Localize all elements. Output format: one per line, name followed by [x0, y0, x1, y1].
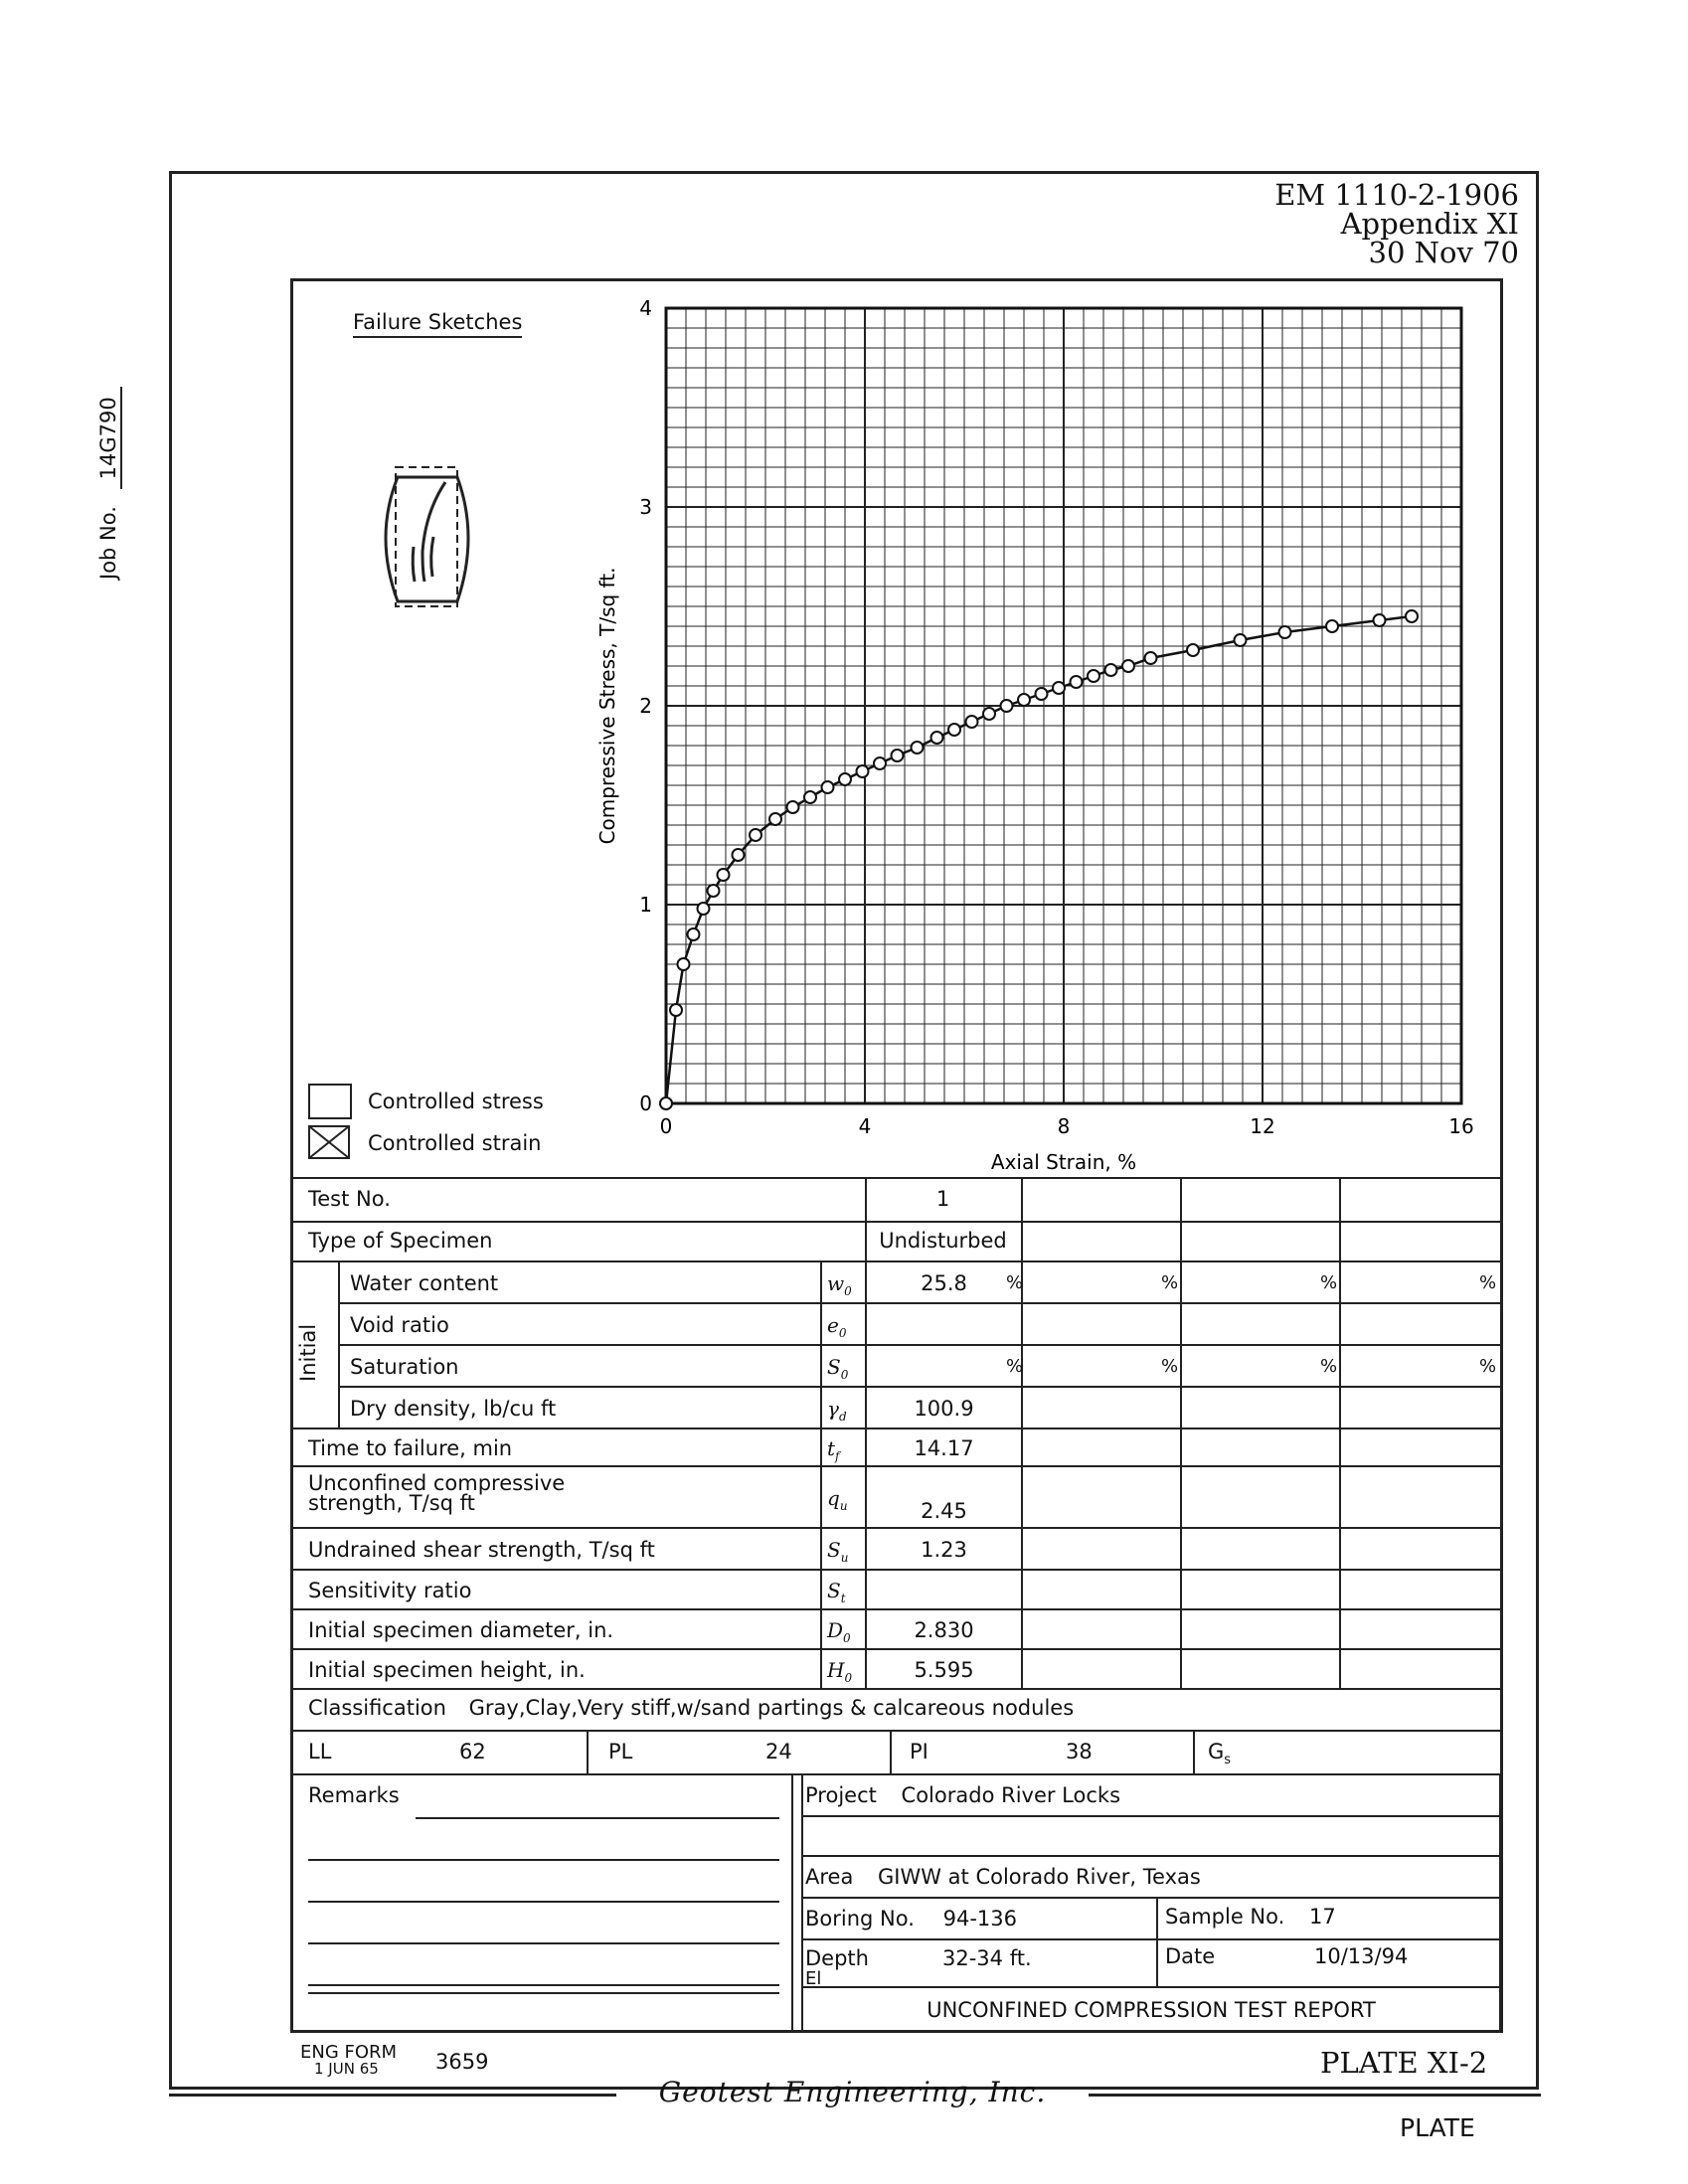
data-point: [660, 1097, 672, 1109]
footer-rule-right: [1089, 2094, 1541, 2097]
y-tick-label: 3: [639, 495, 652, 519]
pl-value: 24: [765, 1740, 792, 1764]
classification-label: Classification: [308, 1696, 446, 1720]
row-symbol: $H_0$: [827, 1658, 853, 1685]
data-point: [874, 757, 886, 769]
percent-unit: %: [1006, 1356, 1024, 1377]
row-label: Initial specimen diameter, in.: [308, 1618, 614, 1642]
pi-label: PI: [910, 1740, 928, 1764]
row-label: Undrained shear strength, T/sq ft: [308, 1538, 655, 1562]
row-symbol: $q_u$: [827, 1486, 848, 1513]
depth-value: 32-34 ft.: [942, 1946, 1032, 1970]
row-symbol: $\gamma_d$: [827, 1397, 847, 1424]
date-value: 10/13/94: [1314, 1944, 1409, 1968]
row-label: Time to failure, min: [308, 1436, 513, 1460]
data-point: [1145, 652, 1157, 664]
y-tick-label: 0: [639, 1092, 652, 1115]
data-point: [857, 765, 869, 777]
row-label: Water content: [350, 1271, 499, 1295]
row-label: strength, T/sq ft: [308, 1491, 475, 1515]
percent-unit: %: [1479, 1356, 1497, 1377]
y-tick-label: 2: [639, 694, 652, 718]
footer-rule-left: [169, 2094, 616, 2097]
area-label: Area: [805, 1865, 854, 1889]
data-point: [708, 885, 720, 897]
percent-unit: %: [1161, 1356, 1179, 1377]
y-tick-label: 4: [639, 296, 652, 320]
classification-value: Gray,Clay,Very stiff,w/sand partings & calcareous nodules: [468, 1696, 1075, 1720]
specimen-type-value: Undisturbed: [879, 1229, 1007, 1253]
row-symbol: $S_t$: [827, 1579, 846, 1605]
checkbox-controlled-strain-checked: [308, 1125, 352, 1161]
job-number-block: [89, 249, 129, 580]
data-point: [1105, 664, 1117, 676]
specimen-type-label: Type of Specimen: [308, 1229, 493, 1253]
sample-row: [1165, 1905, 1336, 1929]
percent-unit: %: [1320, 1272, 1338, 1293]
pi-value: 38: [1066, 1740, 1093, 1764]
data-point: [912, 742, 924, 754]
row-label: Saturation: [350, 1355, 459, 1379]
header-line2: Appendix XI: [1340, 207, 1519, 241]
data-point: [718, 869, 730, 881]
test-no-value: 1: [935, 1187, 950, 1211]
row-value: 5.595: [914, 1658, 974, 1682]
sample-label: Sample No.: [1165, 1905, 1285, 1929]
report-title: UNCONFINED COMPRESSION TEST REPORT: [927, 1998, 1376, 2022]
row-value: 2.45: [921, 1499, 967, 1523]
data-point: [804, 791, 816, 803]
controlled-stress-label: Controlled stress: [368, 1090, 544, 1113]
data-point: [983, 708, 995, 720]
checkbox-controlled-stress: [308, 1084, 352, 1119]
row-label: Void ratio: [350, 1313, 449, 1337]
y-axis-label: Compressive Stress, T/sq ft.: [595, 567, 619, 845]
x-tick-label: 0: [659, 1114, 673, 1138]
data-point: [688, 928, 700, 940]
row-value: 25.8: [921, 1271, 967, 1295]
project-row: [805, 1783, 1120, 1807]
row-label: Initial specimen height, in.: [308, 1658, 586, 1682]
eng-form-date: 1 JUN 65: [314, 2060, 379, 2078]
x-axis-label: Axial Strain, %: [990, 1150, 1137, 1174]
row-symbol: $S_u$: [827, 1538, 849, 1565]
boring-label: Boring No.: [805, 1907, 915, 1931]
data-point: [1001, 700, 1013, 712]
el-label: El: [805, 1968, 822, 1989]
data-point: [1279, 626, 1291, 638]
percent-unit: %: [1320, 1356, 1338, 1377]
data-point: [1088, 670, 1099, 682]
ll-label: LL: [308, 1740, 332, 1764]
y-tick-label: 1: [639, 893, 652, 917]
stress-strain-chart: [557, 288, 1491, 1183]
data-point: [1122, 660, 1134, 672]
row-value: 1.23: [921, 1538, 967, 1562]
row-label: Dry density, lb/cu ft: [350, 1397, 557, 1421]
x-tick-label: 4: [858, 1114, 872, 1138]
data-point: [948, 724, 960, 736]
data-point: [1326, 620, 1338, 632]
row-value: 14.17: [914, 1436, 974, 1460]
eng-form-label: ENG FORM: [300, 2042, 398, 2063]
row-symbol: $D_0$: [827, 1618, 851, 1645]
boring-row: [805, 1907, 1017, 1931]
data-point: [1018, 694, 1030, 706]
x-tick-label: 16: [1448, 1114, 1474, 1138]
data-point: [1036, 688, 1048, 700]
boring-value: 94-136: [942, 1907, 1017, 1931]
job-number: 14G790: [96, 387, 122, 489]
area-value: GIWW at Colorado River, Texas: [878, 1865, 1201, 1889]
ll-value: 62: [459, 1740, 486, 1764]
doc-header: [1274, 178, 1519, 269]
failure-sketch: [368, 457, 487, 616]
data-point: [1187, 644, 1199, 656]
row-symbol: $e_0$: [827, 1313, 847, 1340]
data-point: [1235, 634, 1247, 646]
job-label: Job No.: [96, 506, 120, 580]
project-label: Project: [805, 1783, 877, 1807]
data-point: [892, 750, 904, 761]
data-point: [931, 732, 943, 744]
row-symbol: $t_f$: [827, 1436, 840, 1463]
row-value: 2.830: [914, 1618, 974, 1642]
initial-label: Initial: [296, 1323, 320, 1382]
data-point: [678, 958, 690, 970]
project-box: [791, 1773, 1501, 2032]
percent-unit: %: [1161, 1272, 1179, 1293]
depth-label: Depth: [805, 1946, 869, 1970]
remarks-label: Remarks: [308, 1783, 400, 1807]
classification-row: [308, 1696, 1074, 1720]
percent-unit: %: [1479, 1272, 1497, 1293]
row-label: Sensitivity ratio: [308, 1579, 472, 1602]
company-name: Geotest Engineering, Inc.: [658, 2076, 1047, 2108]
area-row: [805, 1865, 1201, 1889]
data-point: [750, 829, 761, 841]
project-value: Colorado River Locks: [901, 1783, 1121, 1807]
controlled-strain-label: Controlled strain: [368, 1131, 542, 1155]
data-point: [698, 903, 710, 915]
row-symbol: $w_0$: [827, 1271, 852, 1298]
date-label: Date: [1165, 1944, 1216, 1968]
x-tick-label: 12: [1250, 1114, 1275, 1138]
plate-label-bottom: PLATE: [1400, 2113, 1475, 2142]
data-point: [670, 1004, 682, 1016]
row-symbol: $S_0$: [827, 1355, 849, 1382]
header-line3: 30 Nov 70: [1368, 236, 1519, 269]
data-point: [966, 716, 978, 728]
data-point: [733, 849, 745, 861]
eng-form: [300, 2044, 397, 2078]
data-point: [787, 801, 799, 813]
gs-label: $G_s$: [1208, 1740, 1232, 1768]
plate-number: PLATE XI-2: [1320, 2046, 1488, 2080]
data-point: [1071, 676, 1083, 688]
header-line1: EM 1110-2-1906: [1274, 178, 1519, 212]
data-point: [769, 813, 781, 825]
failure-sketches-title: Failure Sketches: [353, 310, 522, 338]
test-no-label: Test No.: [308, 1187, 391, 1211]
data-point: [1053, 682, 1065, 694]
data-point: [1374, 614, 1386, 626]
pl-label: PL: [608, 1740, 633, 1764]
row-label: Unconfined compressive: [308, 1471, 566, 1495]
data-point: [1406, 610, 1418, 622]
data-point: [839, 773, 851, 785]
x-tick-label: 8: [1057, 1114, 1071, 1138]
percent-unit: %: [1006, 1272, 1024, 1293]
row-value: 100.9: [914, 1397, 974, 1421]
data-point: [822, 781, 834, 793]
sample-value: 17: [1308, 1905, 1336, 1929]
form-number: 3659: [435, 2050, 489, 2074]
